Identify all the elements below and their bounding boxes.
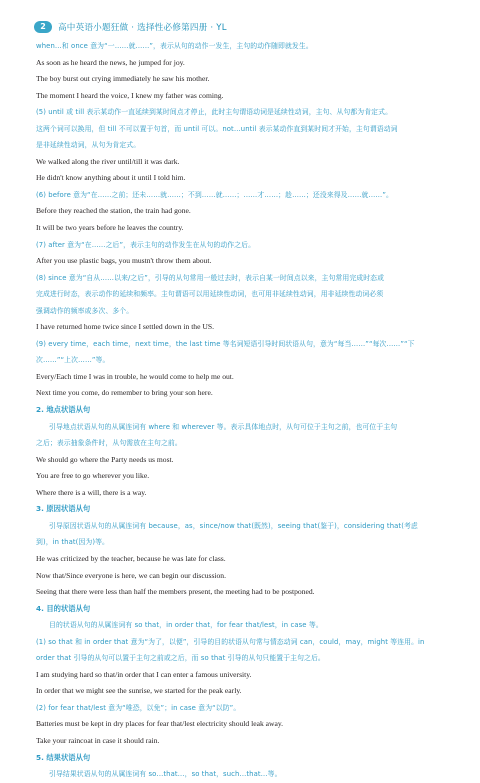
book-title: 高中英语小题狂做 · 选择性必修第四册 · YL — [58, 22, 227, 33]
example-sentence: I am studying hard so that/in order that I can enter a famous university. — [36, 669, 252, 679]
explanation-text: 强调动作的频率或多次、多个。 — [36, 306, 134, 315]
example-sentence: The boy burst out crying immediately he saw his mother. — [36, 74, 210, 84]
example-sentence: Seeing that there were less than half the members present, the meeting had to be postponed. — [36, 587, 315, 597]
explanation-text: 引导原因状语从句的从属连词有 because，as，since/now that(既然)，seeing that(鉴于)，considering that(考虑 — [49, 521, 418, 530]
example-sentence: Before they reached the station, the train had gone. — [36, 206, 191, 216]
example-sentence: Every/Each time I was in trouble, he would come to help me out. — [36, 371, 234, 381]
section-heading: 5. 结果状语从句 — [36, 752, 91, 762]
explanation-text: when…和 once 意为“一……就……”，表示从句的动作一发生，主句的动作随即就发生。 — [36, 42, 313, 50]
explanation-text: (9) every time，each time，next time，the last time 等名词短语引导时间状语从句，意为“每当……”“每次……”“下 — [36, 339, 415, 348]
example-sentence: In order that we might see the sunrise, we started for the peak early. — [36, 686, 242, 696]
explanation-text: (6) before 意为“在……之前；还未……就……；不到……就……；……才……；趁……；还没来得及……就……”。 — [36, 190, 393, 199]
section-heading: 3. 原因状语从句 — [36, 504, 91, 514]
example-sentence: The moment I heard the voice, I knew my father was coming. — [36, 90, 224, 100]
document-body — [36, 38, 454, 783]
explanation-text: 之后；表示抽象条件时，从句需放在主句之前。 — [36, 439, 182, 448]
explanation-text: 引导地点状语从句的从属连词有 where 和 wherever 等。表示具体地点时，从句可位于主句之前，也可位于主句 — [49, 422, 398, 431]
explanation-text: 引导结果状语从句的从属连词有 so…that…，so that，such…that…等。 — [49, 770, 282, 779]
example-sentence: Take your raincoat in case it should rain. — [36, 735, 160, 745]
explanation-text: 这两个词可以换用，但 till 不可以置于句首，而 until 可以。not…until 表示某动作直到某时间才开始，主句谓语动词 — [36, 124, 398, 133]
page-number-badge: 2 — [34, 21, 52, 33]
example-sentence: After you use plastic bags, you mustn't throw them about. — [36, 256, 212, 266]
section-heading: 2. 地点状语从句 — [36, 405, 91, 415]
explanation-text: 是非延续性动词，从句为肯定式。 — [36, 141, 141, 150]
explanation-text: (5) until 或 till 表示某动作一直延续到某时间点才停止，此时主句谓语动词是延续性动词，主句、从句都为肯定式。 — [36, 108, 393, 117]
example-sentence: I have returned home twice since I settled down in the US. — [36, 322, 214, 332]
section-heading: 4. 目的状语从句 — [36, 603, 91, 613]
explanation-text: (8) since 意为“自从……以来/之后”，引导的从句常用一般过去时，表示自某一时间点以来，主句常用完成时态或 — [36, 273, 385, 282]
example-sentence: Now that/Since everyone is here, we can begin our discussion. — [36, 570, 227, 580]
example-sentence: Batteries must be kept in dry places for fear that/lest electricity should leak away. — [36, 719, 284, 729]
explanation-text: (7) after 意为“在……之后”，表示主句的动作发生在从句的动作之后。 — [36, 240, 256, 249]
example-sentence: We should go where the Party needs us most. — [36, 454, 174, 464]
page-header — [34, 18, 227, 35]
explanation-text: 完成进行时态，表示动作的延续和频率。主句谓语可以用延续性动词，也可用非延续性动词，用非延续性动词必须 — [36, 290, 384, 299]
example-sentence: As soon as he heard the news, he jumped for joy. — [36, 57, 185, 67]
explanation-text: order that 引导的从句可以置于主句之前或之后，而 so that 引导的从句只能置于主句之后。 — [36, 654, 325, 663]
example-sentence: Next time you come, do remember to bring your son here. — [36, 388, 213, 398]
example-sentence: It will be two years before he leaves the country. — [36, 223, 184, 233]
explanation-text: 到)，in that(因为)等。 — [36, 538, 109, 547]
explanation-text: 目的状语从句的从属连词有 so that，in order that，for fear that/lest，in case 等。 — [49, 621, 323, 630]
explanation-text: (2) for fear that/lest 意为“唯恐，以免”；in case 意为“以防”。 — [36, 703, 241, 712]
example-sentence: Where there is a will, there is a way. — [36, 487, 147, 497]
example-sentence: He was criticized by the teacher, because he was late for class. — [36, 553, 226, 563]
example-sentence: You are free to go wherever you like. — [36, 471, 150, 481]
explanation-text: 次……”“上次……”等。 — [36, 356, 110, 365]
example-sentence: He didn't know anything about it until I told him. — [36, 173, 186, 183]
example-sentence: We walked along the river until/till it was dark. — [36, 156, 180, 166]
explanation-text: (1) so that 和 in order that 意为“为了，以便”，引导的目的状语从句常与情态动词 can，could，may，might 等连用。in — [36, 637, 425, 646]
